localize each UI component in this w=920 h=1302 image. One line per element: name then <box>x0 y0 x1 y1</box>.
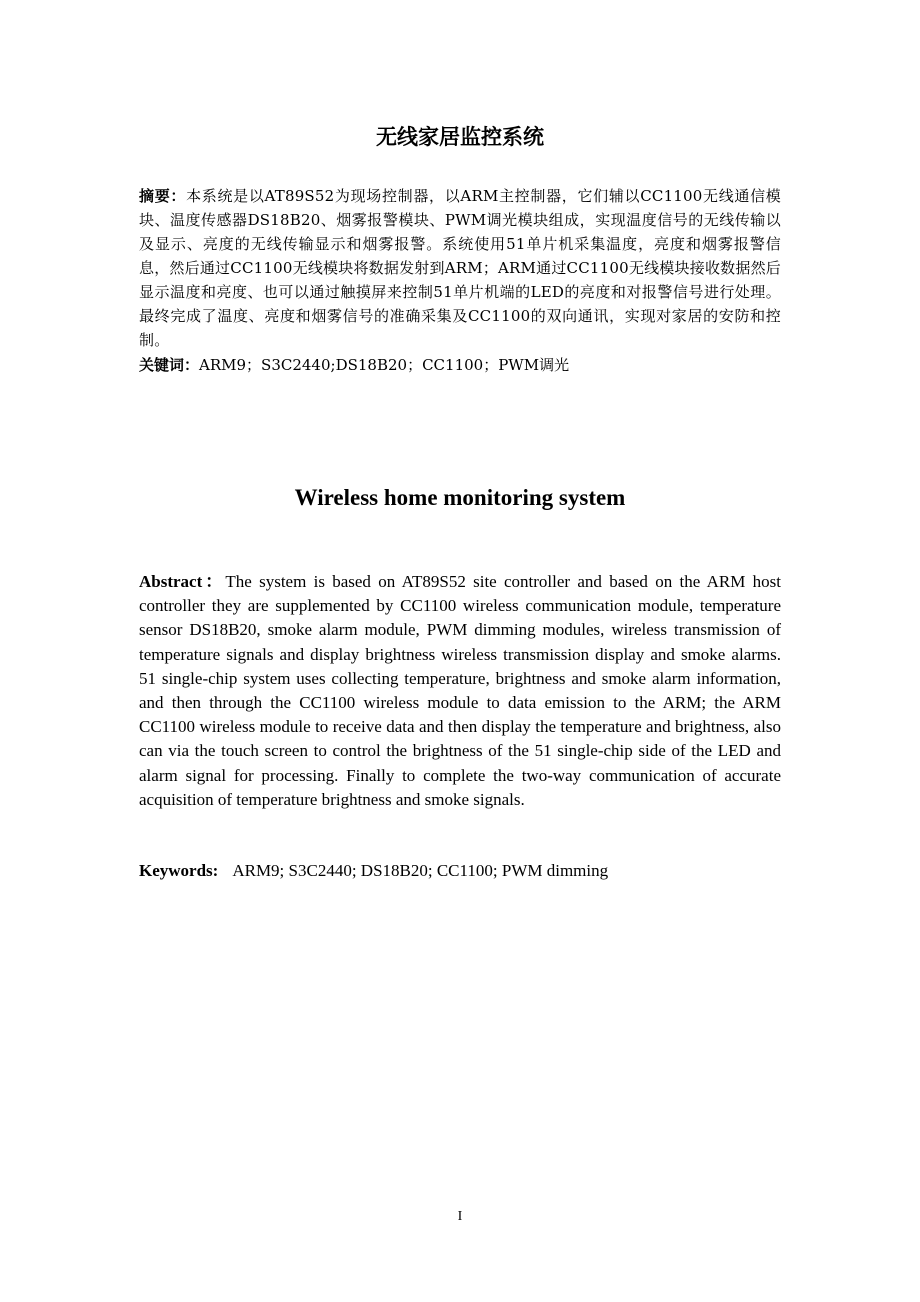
english-title: Wireless home monitoring system <box>294 485 626 510</box>
chinese-abstract-label: 摘要： <box>139 187 187 205</box>
chinese-abstract <box>139 184 781 352</box>
english-keywords <box>139 859 781 883</box>
english-abstract <box>139 570 781 812</box>
english-keywords-text: ARM9; S3C2440; DS18B20; CC1100; PWM dimming <box>232 861 609 880</box>
chinese-keywords-text: ARM9；S3C2440;DS18B20；CC1100；PWM调光 <box>199 356 570 374</box>
english-abstract-text: The system is based on AT89S52 site controller and based on the ARM host controller they are supplemented by CC1100 wireless communication module, temperature sensor DS18B20, smoke alarm module, PWM dimming modules, wireless transmission of temperature signals and display brightness wireless transmission display and smoke alarms. 51 single-chip system uses collecting temperature, brightness and smoke alarm information, and then through the CC1100 wireless module to data emission to the ARM; the ARM CC1100 wireless module to receive data and then display the temperature and brightness, also can via the touch screen to control the brightness of the 51 single-chip side of the LED and alarm signal for processing. Finally to complete the two-way communication of accurate acquisition of temperature brightness and smoke signals. <box>139 572 781 809</box>
chinese-abstract-text: 本系统是以AT89S52为现场控制器，以ARM主控制器，它们辅以CC1100无线通信模块、温度传感器DS18B20、烟雾报警模块、PWM调光模块组成，实现温度信号的无线传输以及显示、亮度的无线传输显示和烟雾报警。系统使用51单片机采集温度，亮度和烟雾报警信息，然后通过CC1100无线模块将数据发射到ARM；ARM通过CC1100无线模块接收数据然后显示温度和亮度、也可以通过触摸屏来控制51单片机端的LED的亮度和对报警信号进行处理。最终完成了温度、亮度和烟雾信号的准确采集及CC1100的双向通讯，实现对家居的安防和控制。 <box>139 187 781 349</box>
chinese-keywords-label: 关键词： <box>139 356 200 374</box>
chinese-title: 无线家居监控系统 <box>376 125 544 149</box>
english-keywords-label: Keywords: <box>139 861 219 880</box>
page-number: I <box>457 1209 463 1224</box>
english-abstract-label: Abstract： <box>139 572 226 591</box>
chinese-keywords <box>139 353 781 377</box>
